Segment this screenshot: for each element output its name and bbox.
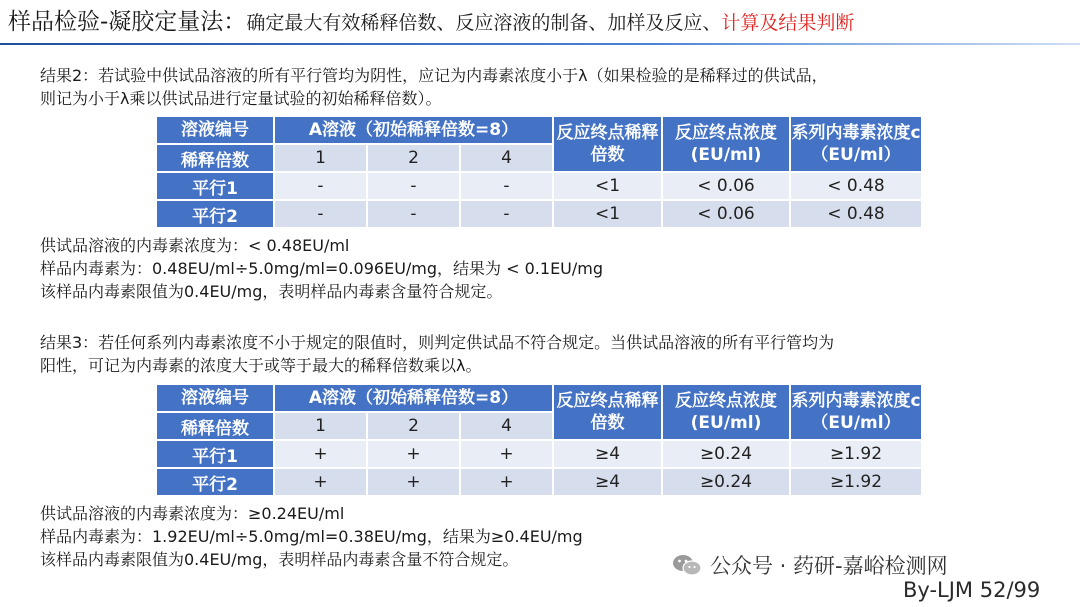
result2-line2: 则记为小于λ乘以供试品进行定量试验的初始稀释倍数）。 [40, 89, 442, 108]
page-number: By-LJM 52/99 [903, 578, 1041, 602]
result2-table [155, 115, 923, 229]
slide-title [8, 6, 854, 39]
result3-verdict-line: 该样品内毒素限值为0.4EU/mg，表明样品内毒素含量不符合规定。 [40, 550, 519, 569]
result3-line2: 阳性，可记为内毒素的浓度大于或等于最大的稀释倍数乘以λ。 [40, 356, 482, 375]
wechat-icon [672, 553, 702, 577]
result3-text [40, 331, 834, 377]
watermark-text: 公众号 · 药研-嘉峪检测网 [710, 554, 948, 578]
result-cell: - [274, 172, 367, 200]
endpoint-cell: <1 [553, 200, 662, 228]
result-cell: + [367, 468, 460, 496]
dilution-cell: 4 [460, 412, 553, 440]
header-endpoint-conc: 反应终点浓度(EU/ml) [662, 116, 790, 172]
title-divider [0, 43, 1080, 45]
result-cell: + [460, 440, 553, 468]
row-label-parallel: 平行1 [156, 172, 274, 200]
header-endpoint-conc: 反应终点浓度(EU/ml) [662, 384, 790, 440]
header-endpoint-dilution: 反应终点稀释倍数 [553, 116, 662, 172]
result2-conc-line: 供试品溶液的内毒素浓度为：< 0.48EU/ml [40, 236, 350, 255]
header-series-conc: 系列内毒素浓度c（EU/ml） [790, 116, 922, 172]
result-cell: + [274, 440, 367, 468]
conc-cell: < 0.06 [662, 172, 790, 200]
result-cell: - [367, 200, 460, 228]
result-cell: + [274, 468, 367, 496]
title-main: 样品检验-凝胶定量法： [8, 9, 247, 35]
endpoint-cell: ≥4 [553, 440, 662, 468]
row-label-dilution: 稀释倍数 [156, 144, 274, 172]
result-cell: - [274, 200, 367, 228]
dilution-cell: 1 [274, 144, 367, 172]
result-cell: - [367, 172, 460, 200]
dilution-cell: 2 [367, 144, 460, 172]
dilution-cell: 4 [460, 144, 553, 172]
result-cell: - [460, 172, 553, 200]
series-cell: ≥1.92 [790, 468, 922, 496]
series-cell: < 0.48 [790, 200, 922, 228]
result-cell: - [460, 200, 553, 228]
row-label-parallel: 平行1 [156, 440, 274, 468]
result-cell: + [460, 468, 553, 496]
series-cell: < 0.48 [790, 172, 922, 200]
result2-conclusion [40, 234, 603, 303]
conc-cell: < 0.06 [662, 200, 790, 228]
dilution-cell: 1 [274, 412, 367, 440]
watermark [672, 550, 948, 580]
conc-cell: ≥0.24 [662, 440, 790, 468]
result2-calc-line: 样品内毒素为：0.48EU/ml÷5.0mg/ml=0.096EU/mg，结果为 < 0.1EU/mg [40, 259, 604, 278]
result2-line1: 结果2：若试验中供试品溶液的所有平行管均为阴性，应记为内毒素浓度小于λ（如果检验的是稀释过的供试品， [40, 66, 828, 85]
header-solution-a: A溶液（初始稀释倍数=8） [274, 116, 553, 144]
header-endpoint-dilution: 反应终点稀释倍数 [553, 384, 662, 440]
title-sub: 确定最大有效稀释倍数、反应溶液的制备、加样及反应、 [246, 12, 722, 34]
dilution-cell: 2 [367, 412, 460, 440]
header-series-conc: 系列内毒素浓度c（EU/ml） [790, 384, 922, 440]
result3-line1: 结果3：若任何系列内毒素浓度不小于规定的限值时，则判定供试品不符合规定。当供试品溶液的所有平行管均为 [40, 333, 835, 352]
result3-calc-line: 样品内毒素为：1.92EU/ml÷5.0mg/ml=0.38EU/mg，结果为≥0.4EU/mg [40, 527, 583, 546]
row-label-parallel: 平行2 [156, 200, 274, 228]
header-solution-a: A溶液（初始稀释倍数=8） [274, 384, 553, 412]
header-solution-no: 溶液编号 [156, 384, 274, 412]
result-cell: + [367, 440, 460, 468]
result3-conc-line: 供试品溶液的内毒素浓度为：≥0.24EU/ml [40, 504, 345, 523]
conc-cell: ≥0.24 [662, 468, 790, 496]
header-solution-no: 溶液编号 [156, 116, 274, 144]
result2-verdict-line: 该样品内毒素限值为0.4EU/mg，表明样品内毒素含量符合规定。 [40, 282, 503, 301]
endpoint-cell: ≥4 [553, 468, 662, 496]
result2-text [40, 64, 828, 110]
result3-conclusion [40, 502, 583, 571]
row-label-parallel: 平行2 [156, 468, 274, 496]
row-label-dilution: 稀释倍数 [156, 412, 274, 440]
endpoint-cell: <1 [553, 172, 662, 200]
series-cell: ≥1.92 [790, 440, 922, 468]
title-highlight: 计算及结果判断 [721, 12, 855, 34]
result3-table [155, 383, 923, 497]
